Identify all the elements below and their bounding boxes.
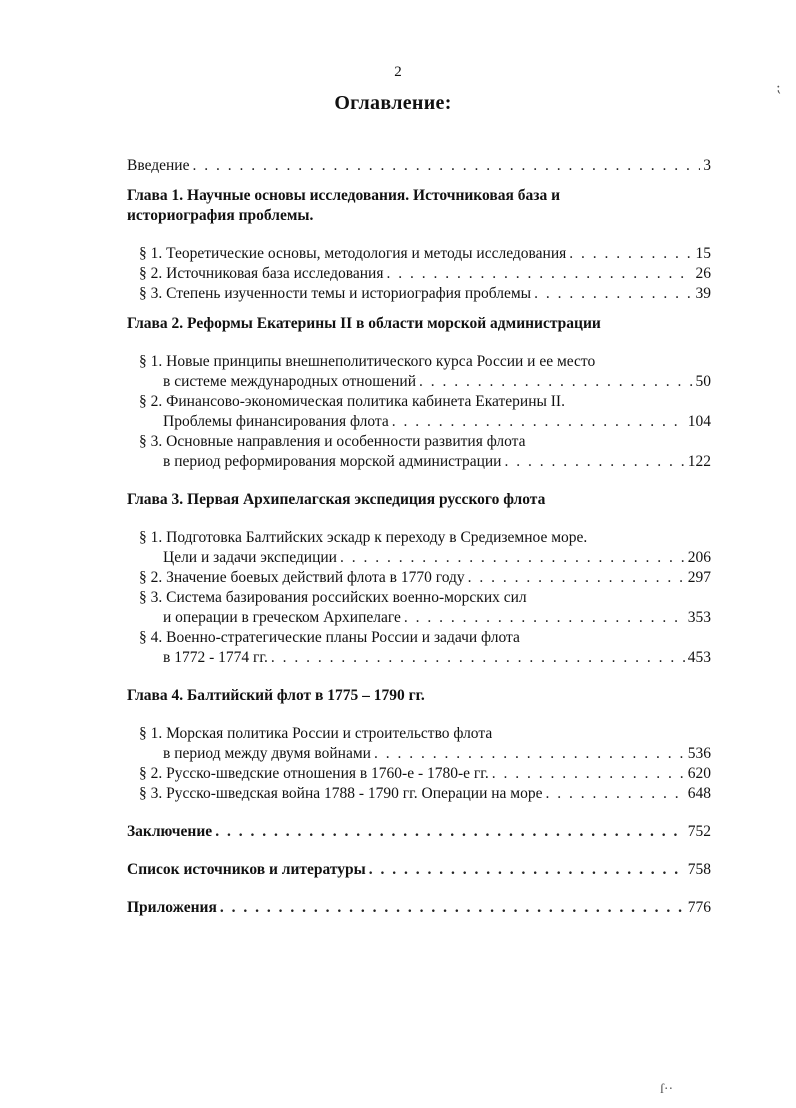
toc-section: [139, 432, 711, 472]
chapter-title-line: историография проблемы.: [127, 207, 314, 224]
section-title-cont: в период между двумя войнами: [163, 745, 371, 762]
toc-page-number: 104: [687, 413, 711, 430]
toc-section: [139, 764, 711, 784]
toc-page-number: 776: [687, 899, 711, 916]
toc-page-number: 26: [695, 265, 711, 282]
toc-section: [139, 568, 711, 588]
toc-page-number: 50: [695, 373, 711, 390]
section-title: § 2. Русско-шведские отношения в 1760-е - 1780-е гг.: [139, 765, 489, 782]
dot-leader: [492, 764, 685, 784]
toc-page-number: 620: [687, 765, 711, 782]
section-title: § 3. Русско-шведская война 1788 - 1790 гг. Операции на море: [139, 785, 543, 802]
dot-leader: [220, 898, 685, 918]
dot-leader: [386, 264, 692, 284]
dot-leader: [369, 860, 685, 880]
toc-section: [139, 588, 711, 628]
dot-leader: [504, 452, 684, 472]
section-title-cont: в период реформирования морской администрации: [163, 453, 502, 470]
toc-entry-label: Приложения: [127, 899, 217, 916]
page-title: Оглавление:: [334, 92, 452, 114]
toc-page-number: 3: [703, 157, 711, 174]
toc-page-number: 15: [695, 245, 711, 262]
section-title: § 1. Новые принципы внешнеполитического курса России и ее место: [139, 353, 596, 370]
section-title: § 3. Степень изученности темы и историография проблемы: [139, 285, 532, 302]
dot-leader: [468, 568, 685, 588]
dot-leader: [374, 744, 685, 764]
toc-page-number: 453: [687, 649, 711, 666]
toc-section: [139, 352, 711, 392]
dot-leader: [569, 244, 692, 264]
toc-entry-sources: [127, 860, 711, 880]
toc-page-number: 122: [687, 453, 711, 470]
dot-leader: [534, 284, 692, 304]
toc-section: [139, 784, 711, 804]
section-title-cont: в 1772 - 1774 гг.: [163, 649, 268, 666]
chapter-title-line: Глава 3. Первая Архипелагская экспедиция русского флота: [127, 491, 546, 508]
toc-entry-label: Заключение: [127, 823, 213, 840]
section-title-cont: в системе международных отношений: [163, 373, 417, 390]
chapter-2-sections: [127, 352, 711, 472]
dot-leader: [215, 822, 685, 842]
section-title: § 3. Система базирования российских военно-морских сил: [139, 589, 527, 606]
toc-page-number: 758: [687, 861, 711, 878]
chapter-4-title: [127, 686, 711, 706]
toc-entry-label: Введение: [127, 157, 190, 174]
chapter-3-sections: [127, 528, 711, 668]
toc-entry-appendix: [127, 898, 711, 918]
section-title-cont: и операции в греческом Архипелаге: [163, 609, 401, 626]
table-of-contents: [127, 156, 711, 918]
section-title: § 2. Источниковая база исследования: [139, 265, 384, 282]
toc-page-number: 648: [687, 785, 711, 802]
chapter-1-sections: [127, 244, 711, 304]
toc-section: [139, 724, 711, 764]
section-title-cont: Цели и задачи экспедиции: [163, 549, 337, 566]
chapter-1-title: [127, 186, 711, 226]
scan-mark: ⁏: [776, 81, 781, 96]
toc-page-number: 206: [687, 549, 711, 566]
dot-leader: [340, 548, 685, 568]
toc-section: [139, 284, 711, 304]
chapter-title-line: Глава 2. Реформы Екатерины II в области морской администрации: [127, 315, 601, 332]
dot-leader: [419, 372, 692, 392]
chapter-title-line: Глава 1. Научные основы исследования. Источниковая база и: [127, 187, 561, 204]
toc-section: [139, 392, 711, 432]
toc-section: [139, 528, 711, 568]
toc-entry-conclusion: [127, 822, 711, 842]
toc-section: [139, 244, 711, 264]
section-title: § 1. Подготовка Балтийских эскадр к переходу в Средиземное море.: [139, 529, 588, 546]
toc-section: [139, 264, 711, 284]
toc-page-number: 752: [687, 823, 711, 840]
scan-mark: ſ··: [660, 1082, 674, 1097]
section-title: § 2. Финансово-экономическая политика кабинета Екатерины II.: [139, 393, 565, 410]
toc-page-number: 353: [687, 609, 711, 626]
toc-entry-label: Список источников и литературы: [127, 861, 366, 878]
section-title-cont: Проблемы финансирования флота: [163, 413, 389, 430]
dot-leader: [271, 648, 685, 668]
dot-leader: [192, 156, 700, 176]
toc-page-number: 297: [687, 569, 711, 586]
dot-leader: [546, 784, 685, 804]
toc-page-number: 39: [695, 285, 711, 302]
chapter-4-sections: [127, 724, 711, 804]
section-title: § 3. Основные направления и особенности развития флота: [139, 433, 526, 450]
toc-page-number: 536: [687, 745, 711, 762]
chapter-title-line: Глава 4. Балтийский флот в 1775 – 1790 гг.: [127, 687, 425, 704]
section-title: § 4. Военно-стратегические планы России и задачи флота: [139, 629, 520, 646]
chapter-2-title: [127, 314, 711, 334]
section-title: § 1. Морская политика России и строительство флота: [139, 725, 493, 742]
toc-section: [139, 628, 711, 668]
chapter-3-title: [127, 490, 711, 510]
section-title: § 1. Теоретические основы, методология и методы исследования: [139, 245, 567, 262]
dot-leader: [392, 412, 685, 432]
dot-leader: [404, 608, 685, 628]
page-number: 2: [394, 64, 402, 80]
section-title: § 2. Значение боевых действий флота в 1770 году: [139, 569, 465, 586]
toc-entry-intro: [127, 156, 711, 176]
